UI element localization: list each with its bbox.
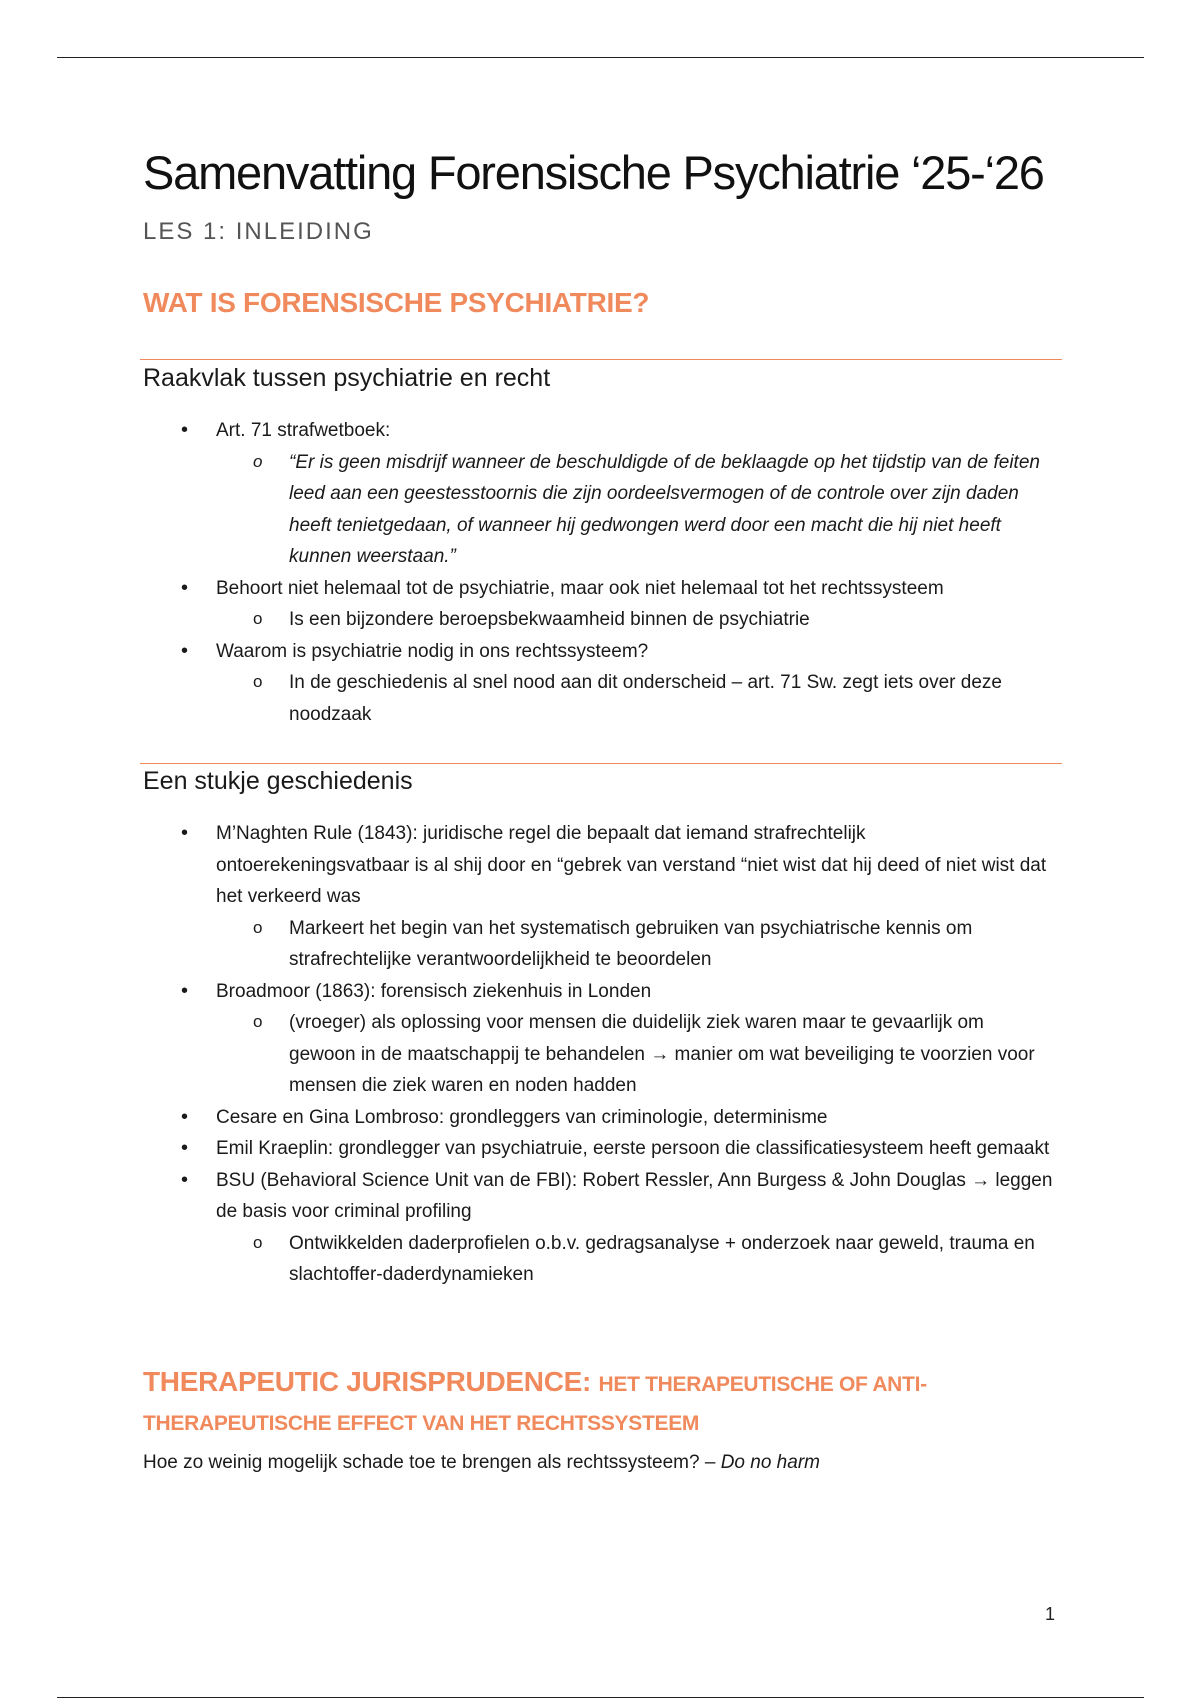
list-item [143, 1102, 1053, 1134]
list-item-text: Broadmoor (1863): forensisch ziekenhuis in Londen [216, 980, 652, 1002]
heading-rest-line2: THERAPEUTISCHE EFFECT VAN HET RECHTSSYSTEEM [143, 1412, 700, 1435]
heading-main: THERAPEUTIC JURISPRUDENCE: [143, 1366, 592, 1397]
list-item [143, 636, 1053, 731]
section-heading-forensische-psychiatrie: WAT IS FORENSISCHE PSYCHIATRIE? [143, 287, 650, 318]
sub-list-item [216, 1007, 1053, 1102]
sub-list-item-text: In de geschiedenis al snel nood aan dit onderscheid – art. 71 Sw. zegt iets over deze noodzaak [289, 672, 1002, 725]
list-item [143, 818, 1053, 976]
list-item-text: Emil Kraeplin: grondlegger van psychiatruie, eerste persoon die classificatiesysteem heeft gemaakt [216, 1138, 1050, 1159]
list-item [143, 1133, 1053, 1165]
page-number: 1 [1045, 1604, 1056, 1624]
sub-list-item [216, 913, 1053, 976]
subheading-geschiedenis: Een stukje geschiedenis [143, 767, 413, 795]
sub-list-item [216, 1228, 1053, 1291]
list-item-text: Cesare en Gina Lombroso: grondleggers van criminologie, determinisme [216, 1106, 828, 1128]
list-item-text: M’Naghten Rule (1843): juridische regel die bepaalt dat iemand strafrechtelijk ontoerekeningsvatbaar is al shij door en “gebrek van verstand “niet wist dat hij deed of niet wist dat het verkeerd was [216, 823, 1047, 907]
list-item [143, 415, 1053, 573]
heading-rest-line1: HET THERAPEUTISCHE OF ANTI- [598, 1373, 927, 1396]
sub-list-item [216, 604, 1053, 636]
footer-rule [57, 1697, 1144, 1698]
header-rule [57, 57, 1144, 58]
section-divider [140, 359, 1062, 360]
geschiedenis-list [143, 818, 1053, 1291]
list-item-text: Art. 71 strafwetboek: [216, 420, 391, 441]
section-heading-therapeutic-jurisprudence [143, 1366, 927, 1436]
sub-list-item-text: Ontwikkelden daderprofielen o.b.v. gedragsanalyse + onderzoek naar geweld, trauma en slachtoffer-daderdynamieken [289, 1232, 1035, 1285]
list-item-text: Behoort niet helemaal tot de psychiatrie, maar ook niet helemaal tot het rechtssysteem [216, 577, 944, 599]
list-item-text: Waarom is psychiatrie nodig in ons rechtssysteem? [216, 640, 649, 662]
list-item [143, 573, 1053, 636]
subheading-raakvlak: Raakvlak tussen psychiatrie en recht [143, 364, 551, 392]
sub-list-item [216, 667, 1053, 730]
document-subtitle: LES 1: INLEIDING [143, 218, 374, 245]
document-title: Samenvatting Forensische Psychiatrie ‘25-‘26 [143, 146, 1044, 199]
list-item-text: BSU (Behavioral Science Unit van de FBI): Robert Ressler, Ann Burgess & John Douglas → leggen de basis voor criminal profiling [216, 1169, 1053, 1222]
sub-list-item-text: Markeert het begin van het systematisch gebruiken van psychiatrische kennis om strafrechtelijke verantwoordelijkheid te beoordelen [289, 917, 973, 970]
raakvlak-list [143, 415, 1053, 730]
sub-list-item-text: (vroeger) als oplossing voor mensen die duidelijk ziek waren maar te gevaarlijk om gewoon in de maatschappij te behandelen → manier om wat beveiliging te voorzien voor mensen die ziek waren en noden hadden [289, 1012, 1035, 1096]
do-no-harm-paragraph [143, 1452, 820, 1474]
sub-list-item-text: Is een bijzondere beroepsbekwaamheid binnen de psychiatrie [289, 609, 810, 630]
art71-quote: “Er is geen misdrijf wanneer de beschuldigde of de beklaagde op het tijdstip van de feiten leed aan een geestesstoornis die zijn oordeelsvermogen of de controle over zijn daden heeft tenietgedaan, of wanneer hij gedwongen werd door een macht die hij niet heeft kunnen weerstaan.” [289, 451, 1040, 567]
paragraph-text: Hoe zo weinig mogelijk schade toe te brengen als rechtssysteem? – [143, 1452, 716, 1473]
sub-list-item [216, 447, 1053, 573]
section-divider [140, 763, 1062, 764]
list-item [143, 976, 1053, 1102]
paragraph-italic: Do no harm [720, 1452, 820, 1473]
list-item [143, 1165, 1053, 1291]
